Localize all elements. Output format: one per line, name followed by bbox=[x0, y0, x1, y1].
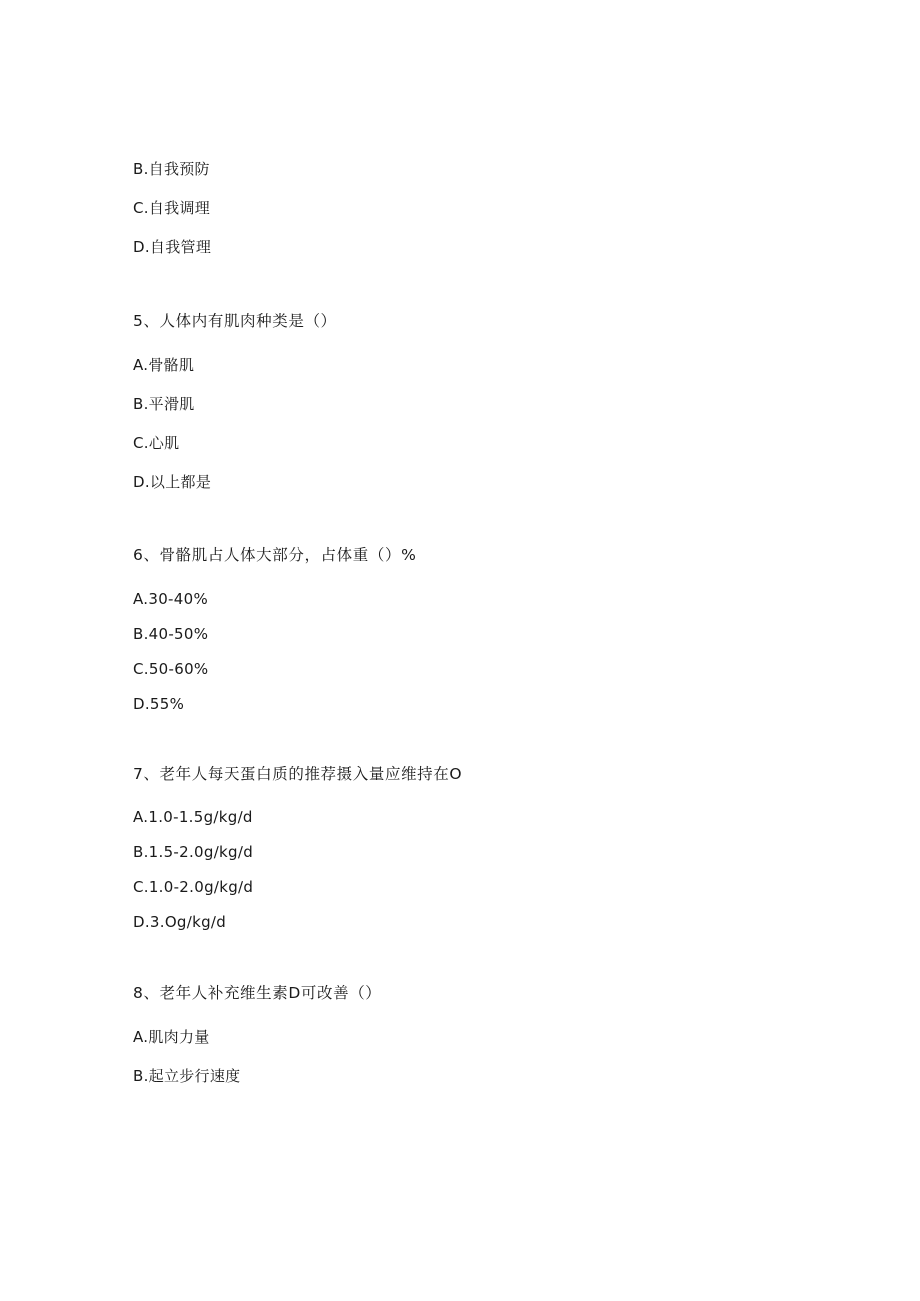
option-d: D.以上都是 bbox=[133, 473, 212, 491]
question-text: 5、人体内有肌肉种类是（） bbox=[133, 312, 337, 330]
option-b: B.平滑肌 bbox=[133, 395, 195, 413]
option-d: D.55% bbox=[133, 695, 185, 713]
option-b: B.1.5-2.0g∕kg∕d bbox=[133, 843, 254, 861]
option-a: A.骨骼肌 bbox=[133, 356, 195, 374]
option-c: C.50-60% bbox=[133, 660, 209, 678]
option-a: A.30-40% bbox=[133, 590, 209, 608]
option-b: B.自我预防 bbox=[133, 160, 210, 178]
question-text: 8、老年人补充维生素D可改善（） bbox=[133, 984, 382, 1002]
option-d: D.自我管理 bbox=[133, 238, 212, 256]
question-text: 7、老年人每天蛋白质的推荐摄入量应维持在O bbox=[133, 765, 463, 783]
option-c: C.自我调理 bbox=[133, 199, 211, 217]
question-text: 6、骨骼肌占人体大部分，占体重（）% bbox=[133, 546, 417, 564]
option-b: B.40-50% bbox=[133, 625, 209, 643]
option-a: A.1.0-1.5g∕kg∕d bbox=[133, 808, 253, 826]
option-a: A.肌肉力量 bbox=[133, 1028, 210, 1046]
option-c: C.1.0-2.0g∕kg∕d bbox=[133, 878, 254, 896]
option-b: B.起立步行速度 bbox=[133, 1067, 241, 1085]
option-c: C.心肌 bbox=[133, 434, 180, 452]
option-d: D.3.Og∕kg∕d bbox=[133, 913, 227, 931]
